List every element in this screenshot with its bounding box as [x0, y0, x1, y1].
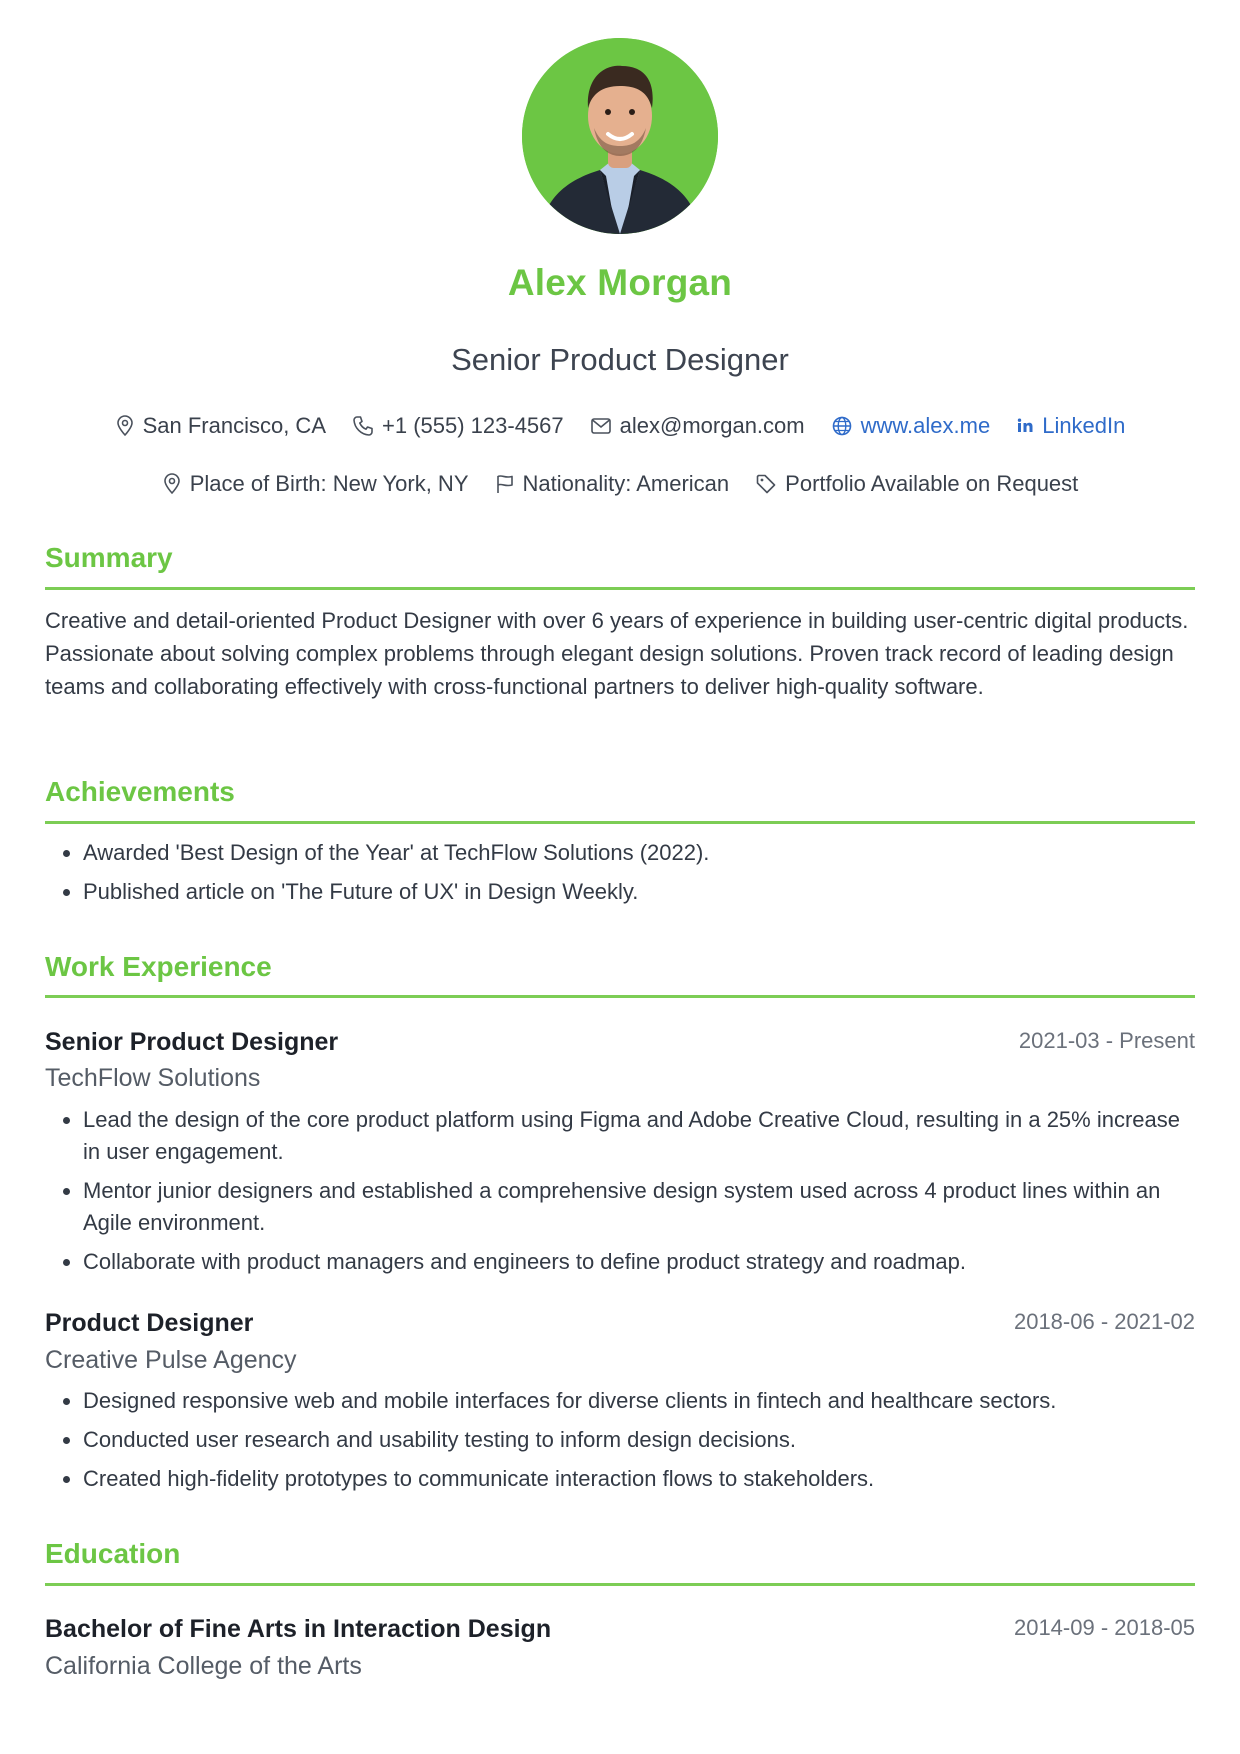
job-bullet: • Designed responsive web and mobile interfaces for diverse clients in fintech and healthcare sectors. [83, 1385, 1203, 1417]
map-pin-icon [115, 415, 135, 437]
job-dates: 2021-03 - Present [1018, 1028, 1195, 1053]
job-title: Product Designer [45, 1309, 254, 1337]
candidate-title: Senior Product Designer [451, 342, 789, 377]
job-title: Senior Product Designer [45, 1028, 339, 1056]
job-bullet: • Lead the design of the core product platform using Figma and Adobe Creative Cloud, resulting in a 25% increase in user engagement. [83, 1104, 1203, 1168]
tag-icon [755, 473, 777, 495]
achievement-item: • Awarded 'Best Design of the Year' at TechFlow Solutions (2022). [83, 837, 1203, 869]
birthplace-text: Place of Birth: New York, NY [189, 471, 469, 496]
job-bullets [45, 1385, 1203, 1502]
portfolio-text: Portfolio Available on Request [785, 471, 1079, 496]
job-dates: 2018-06 - 2021-02 [1013, 1309, 1195, 1334]
contact-location [115, 413, 326, 439]
job-bullet: • Collaborate with product managers and engineers to define product strategy and roadmap. [83, 1246, 1203, 1278]
contact-email[interactable] [590, 413, 805, 439]
job-company: Creative Pulse Agency [45, 1346, 297, 1374]
person-portrait-icon [522, 38, 718, 234]
contact-row-primary [0, 413, 1240, 439]
education-dates: 2014-09 - 2018-05 [1013, 1615, 1195, 1640]
contact-nationality [495, 471, 730, 497]
achievement-item: • Published article on 'The Future of UX' in Design Weekly. [83, 876, 1203, 908]
achievements-heading: Achievements [45, 776, 235, 807]
profile-photo [522, 38, 718, 234]
job-bullet: • Conducted user research and usability testing to inform design decisions. [83, 1424, 1203, 1456]
experience-divider [45, 995, 1195, 998]
candidate-name: Alex Morgan [507, 262, 733, 303]
globe-icon [831, 415, 853, 437]
website-text: www.alex.me [860, 413, 991, 438]
experience-heading: Work Experience [45, 951, 272, 982]
phone-icon [352, 415, 374, 437]
map-pin-icon [162, 473, 182, 495]
phone-text: +1 (555) 123-4567 [382, 413, 564, 438]
job-bullet: • Created high-fidelity prototypes to communicate interaction flows to stakeholders. [83, 1463, 1203, 1495]
education-divider [45, 1583, 1195, 1586]
education-school: California College of the Arts [45, 1652, 362, 1680]
location-text: San Francisco, CA [142, 413, 326, 438]
job-company: TechFlow Solutions [45, 1064, 261, 1092]
contact-phone[interactable] [352, 413, 564, 439]
mail-icon [590, 417, 612, 435]
summary-text: Creative and detail-oriented Product Designer with over 6 years of experience in building user-centric digital products. Passionate about solving complex problems through elegant design solutions. Proven track record of leading design teams and collaborating effectively with cross-functional partners to deliver high-quality software. [45, 608, 1189, 699]
flag-icon [495, 473, 515, 495]
summary-divider [45, 587, 1195, 590]
summary-heading: Summary [45, 542, 173, 573]
nationality-text: Nationality: American [522, 471, 730, 496]
contact-website-link[interactable] [831, 413, 991, 439]
job-bullets [45, 1104, 1203, 1285]
achievements-list [45, 837, 1203, 915]
education-degree: Bachelor of Fine Arts in Interaction Design [45, 1615, 552, 1643]
linkedin-text: LinkedIn [1042, 413, 1126, 438]
contact-row-secondary [0, 471, 1240, 497]
email-text: alex@morgan.com [619, 413, 805, 438]
education-heading: Education [45, 1538, 181, 1569]
contact-birthplace [162, 471, 469, 497]
contact-linkedin-link[interactable] [1016, 413, 1125, 439]
contact-portfolio [755, 471, 1078, 497]
linkedin-icon [1016, 417, 1034, 435]
achievements-divider [45, 821, 1195, 824]
job-bullet: • Mentor junior designers and established a comprehensive design system used across 4 product lines within an Agile environment. [83, 1175, 1203, 1239]
